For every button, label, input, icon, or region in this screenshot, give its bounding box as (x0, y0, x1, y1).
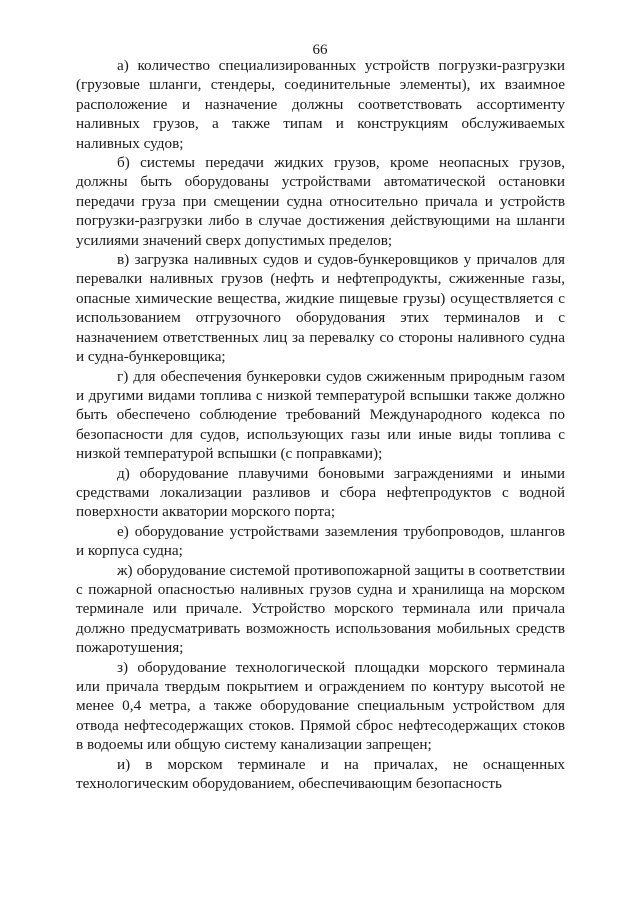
paragraph-z: з) оборудование технологической площадки морского терминала или причала твердым покрытием и ограждением по контуру высотой не менее 0,4 метра, а также оборудование специальным устройством для отвода нефтесодержащих стоков. Прямой сброс нефтесодержащих стоков в водоемы или общую систему канализации запрещен; (76, 658, 565, 754)
paragraph-d: д) оборудование плавучими боновыми заграждениями и иными средствами локализации разливов и сбора нефтепродуктов с водной поверхности акватории морского порта; (76, 464, 565, 521)
paragraph-zh: ж) оборудование системой противопожарной защиты в соответствии с пожарной опасностью наливных грузов судна и хранилища на морском терминале или причале. Устройство морского терминала или причала должно предусматривать возможность использования мобильных средств пожаротушения; (76, 561, 565, 657)
page-number: 66 (312, 42, 328, 58)
paragraph-b: б) системы передачи жидких грузов, кроме неопасных грузов, должны быть оборудованы устройствами автоматической остановки передачи груза при смещении судна относительно причала и устройств погрузки-разгрузки либо в случае достижения действующими на шланги усилиями значений сверх допустимых пределов; (76, 154, 565, 249)
paragraph-e: е) оборудование устройствами заземления трубопроводов, шлангов и корпуса судна; (76, 522, 565, 560)
paragraph-v: в) загрузка наливных судов и судов-бункеровщиков у причалов для перевалки наливных грузов (нефть и нефтепродукты, сжиженные газы, опасные химические вещества, жидкие пищевые грузы) осуществляется с использованием отгрузочного оборудования этих терминалов и с назначением ответственных лиц за перевалку со стороны наливного судна и судна-бункеровщика; (76, 251, 565, 366)
paragraph-a: а) количество специализированных устройств погрузки-разгрузки (грузовые шланги, стендеры, соединительные элементы), их взаимное расположение и назначение должны соответствовать ассортименту наливных грузов, а также типам и конструкциям обслуживаемых наливных судов; (76, 57, 565, 152)
paragraph-i: и) в морском терминале и на причалах, не оснащенных технологическим оборудованием, обеспечивающим безопасность (76, 755, 565, 793)
paragraph-g: г) для обеспечения бункеровки судов сжиженным природным газом и другими видами топлива с низкой температурой вспышки также должно быть обеспечено соблюдение требований Международного кодекса по безопасности для судов, использующих газы или иные виды топлива с низкой температурой вспышки (с поправками); (76, 367, 565, 463)
body-text (76, 56, 565, 793)
